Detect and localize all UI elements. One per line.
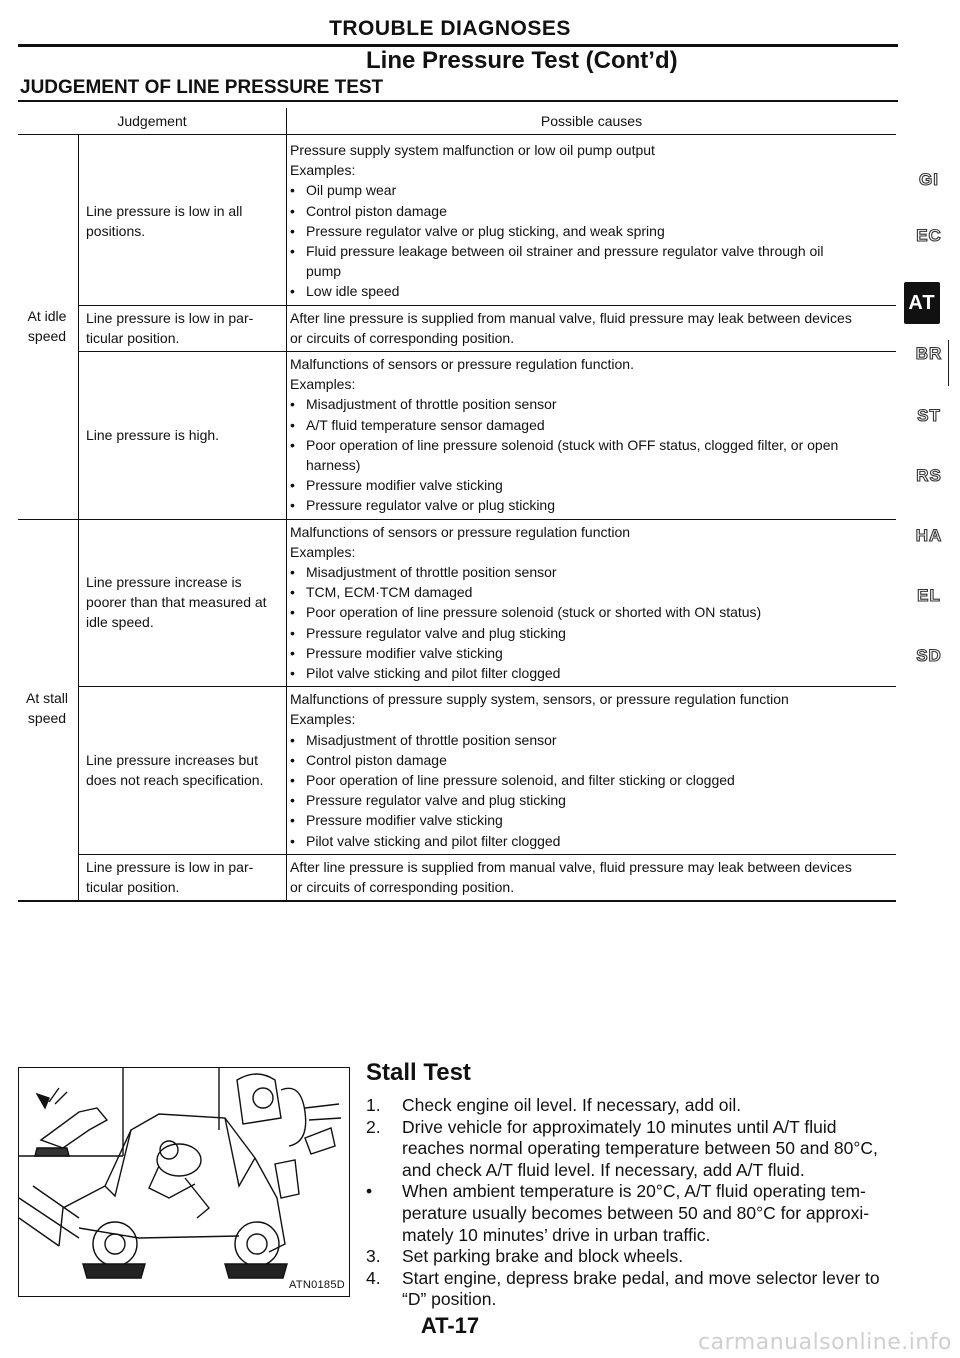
speed-group-label: [18, 306, 76, 346]
judgement-line: Line pressure increases but: [86, 752, 258, 768]
column-header-causes: Possible causes: [540, 113, 643, 129]
step-text-line: “D” position.: [402, 1289, 497, 1310]
cause-line: Examples:: [290, 162, 356, 179]
step-text-line: reaches normal operating temperature between 50 and 80°C,: [402, 1138, 878, 1159]
watermark: carmanualsonline.info: [698, 1330, 952, 1355]
judgement-line: Line pressure is low in par-: [86, 859, 254, 875]
stall-test-step: [366, 1268, 896, 1311]
judgement-cell: [86, 425, 282, 445]
cause-line: Examples:: [290, 711, 356, 728]
section-tab-rs[interactable]: RS: [916, 466, 942, 485]
section-tab-br[interactable]: BR: [915, 344, 943, 363]
step-text-line: Drive vehicle for approximately 10 minutes until A/T fluid: [402, 1116, 837, 1137]
step-number: 2.: [366, 1116, 381, 1137]
stall-test-steps: [366, 1095, 896, 1311]
step-text-line: perature usually becomes between 50 and 80°C for approxi-: [402, 1202, 870, 1223]
column-divider: [286, 108, 287, 900]
section-tab-el[interactable]: EL: [917, 586, 941, 605]
row-divider: [78, 854, 896, 855]
stall-test-step: [366, 1095, 896, 1117]
judgement-line: Line pressure is high.: [86, 426, 220, 443]
cause-bullet-item: • Pressure regulator valve and plug sticking: [290, 623, 896, 643]
section-title: JUDGEMENT OF LINE PRESSURE TEST: [20, 77, 384, 98]
cause-bullet-item: • Pressure modifier valve sticking: [290, 475, 896, 495]
cause-line: harness): [306, 457, 361, 474]
judgement-cell: [86, 572, 282, 632]
cause-line: After line pressure is supplied from manual valve, fluid pressure may leak between devices: [290, 309, 852, 326]
cause-bullet-item: • Pilot valve sticking and pilot filter clogged: [290, 831, 896, 851]
stall-test-step: [366, 1181, 896, 1246]
cause-bullet-item: • Pressure regulator valve and plug sticking: [290, 790, 896, 810]
judgement-line: poorer than that measured at: [86, 594, 267, 611]
stall-test-step: [366, 1246, 896, 1268]
row-divider: [78, 686, 896, 687]
page-header-title: TROUBLE DIAGNOSES: [329, 17, 571, 40]
cause-bullet-item: • Misadjustment of throttle position sensor: [290, 562, 896, 582]
section-tab-ec[interactable]: EC: [916, 226, 942, 245]
column-divider: [78, 134, 79, 900]
car-stall-illustration: [19, 1068, 349, 1296]
step-number: 3.: [366, 1246, 381, 1267]
column-header-judgement: Judgement: [117, 113, 187, 129]
section-tab-ha[interactable]: HA: [915, 526, 943, 545]
causes-cell: [290, 308, 896, 348]
judgement-line: positions.: [86, 222, 146, 239]
cause-bullet-item: • Control piston damage: [290, 750, 896, 770]
causes-cell: [290, 689, 896, 851]
judgement-cell: [86, 750, 282, 790]
judgement-cell: [86, 308, 282, 348]
step-number: 4.: [366, 1267, 381, 1288]
cause-bullet-item: • Pressure modifier valve sticking: [290, 643, 896, 663]
cause-bullet-item: • Pressure modifier valve sticking: [290, 810, 896, 830]
causes-cell: [290, 140, 896, 302]
cause-line: or circuits of corresponding position.: [290, 879, 515, 895]
page-number: AT-17: [420, 1313, 480, 1338]
stall-test-title: Stall Test: [366, 1059, 471, 1086]
section-tab-st[interactable]: ST: [917, 406, 941, 425]
step-number: •: [366, 1181, 373, 1202]
figure-code: ATN0185D: [289, 1279, 345, 1291]
cause-line: Pressure supply system malfunction or low oil pump output: [290, 142, 655, 158]
tab-edge-mark: [948, 340, 949, 386]
cause-bullet-item: • A/T fluid temperature sensor damaged: [290, 415, 896, 435]
speed-label-line: At stall: [25, 689, 68, 706]
judgement-line: idle speed.: [86, 614, 154, 631]
cause-bullet-item: • Misadjustment of throttle position sensor: [290, 730, 896, 750]
cause-bullet-item: • Pressure regulator valve or plug sticking, and weak spring: [290, 221, 896, 241]
cause-line: or circuits of corresponding position.: [290, 329, 515, 346]
judgement-line: Line pressure is low in par-: [86, 309, 254, 326]
judgement-line: Line pressure increase is: [86, 574, 242, 591]
causes-cell: [290, 522, 896, 684]
stall-test-figure: [18, 1067, 350, 1297]
causes-cell: [290, 857, 896, 897]
judgement-line: ticular position.: [86, 879, 180, 895]
cause-line: Examples:: [290, 376, 356, 393]
judgement-line: ticular position.: [86, 329, 180, 346]
cause-bullet-item: • Poor operation of line pressure solenoid, and filter sticking or clogged: [290, 770, 896, 790]
step-text-line: Start engine, depress brake pedal, and move selector lever to: [402, 1267, 880, 1288]
cause-line: Examples:: [290, 543, 356, 560]
cause-bullet-item: • Misadjustment of throttle position sensor: [290, 394, 896, 414]
speed-label-line: At idle: [27, 308, 67, 325]
section-rule: [18, 100, 898, 102]
cause-bullet-item: • Pilot valve sticking and pilot filter clogged: [290, 663, 896, 683]
cause-line: Malfunctions of sensors or pressure regulation function: [290, 523, 631, 540]
judgement-line: Line pressure is low in all: [86, 202, 243, 219]
step-text-line: Set parking brake and block wheels.: [402, 1246, 684, 1267]
step-text-line: mately 10 minutes’ drive in urban traffic.: [402, 1224, 711, 1245]
cause-bullet-item: • Low idle speed: [290, 281, 896, 301]
causes-cell: [290, 354, 896, 516]
speed-label-line: speed: [27, 328, 67, 345]
cause-bullet-item: • Oil pump wear: [290, 180, 896, 200]
stall-test-step: [366, 1117, 896, 1182]
cause-bullet-item: • Poor operation of line pressure solenoid (stuck with OFF status, clogged filter, or open: [290, 435, 896, 455]
cause-bullet-item: • Pressure regulator valve or plug sticking: [290, 495, 896, 515]
section-tab-sd[interactable]: SD: [916, 646, 942, 665]
cause-bullet-item: • TCM, ECM·TCM damaged: [290, 582, 896, 602]
row-divider: [18, 519, 896, 520]
cause-bullet-item: • Poor operation of line pressure solenoid (stuck or shorted with ON status): [290, 602, 896, 622]
judgement-cell: [86, 857, 282, 897]
step-text-line: When ambient temperature is 20°C, A/T fluid operating tem-: [402, 1181, 866, 1202]
step-number: 1.: [366, 1095, 381, 1115]
table-header: [18, 108, 896, 135]
cause-line: After line pressure is supplied from manual valve, fluid pressure may leak between devices: [290, 858, 852, 875]
section-tab-at[interactable]: AT: [904, 282, 940, 324]
step-text-line: Check engine oil level. If necessary, add oil.: [402, 1095, 742, 1115]
speed-label-line: speed: [27, 709, 67, 726]
page-subtitle: Line Pressure Test (Cont’d): [366, 47, 678, 74]
row-divider: [78, 305, 896, 306]
cause-line: Malfunctions of pressure supply system, sensors, or pressure regulation function: [290, 691, 789, 708]
section-tab-gi[interactable]: GI: [919, 170, 939, 189]
cause-line: pump: [306, 263, 342, 280]
speed-group-label: [18, 688, 76, 728]
cause-bullet-item: • Control piston damage: [290, 201, 896, 221]
cause-bullet-item: • Fluid pressure leakage between oil strainer and pressure regulator valve through oil: [290, 241, 896, 261]
table-bottom-rule: [18, 900, 896, 902]
judgement-cell: [86, 201, 282, 241]
row-divider: [78, 351, 896, 352]
cause-line: Malfunctions of sensors or pressure regulation function.: [290, 356, 634, 372]
judgement-line: does not reach specification.: [86, 772, 264, 788]
step-text-line: and check A/T fluid level. If necessary, add A/T fluid.: [402, 1159, 805, 1180]
